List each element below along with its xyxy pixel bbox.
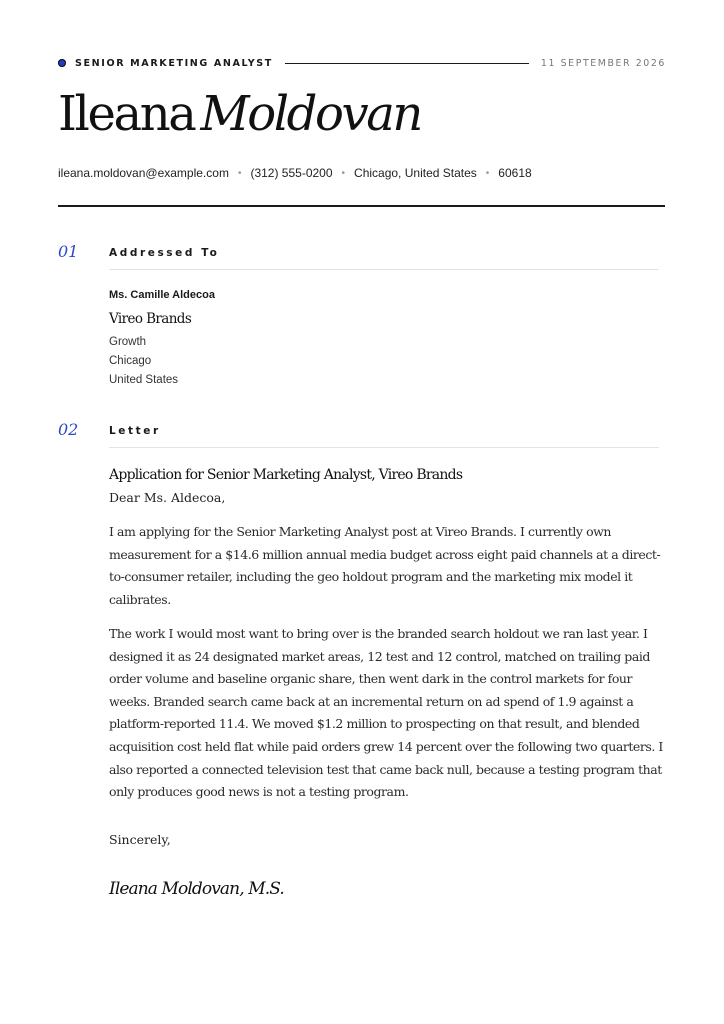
signature: Ileana Moldovan, M.S. bbox=[109, 879, 284, 899]
section-title-addressed: Addressed To bbox=[109, 247, 220, 259]
recipient-city: Chicago bbox=[109, 355, 152, 367]
section-title-letter: Letter bbox=[109, 425, 161, 437]
bullet-dot-icon bbox=[58, 59, 66, 67]
separator-dot: • bbox=[341, 167, 346, 179]
recipient-country: United States bbox=[109, 374, 179, 386]
letter-subject: Application for Senior Marketing Analyst, Vireo Brands bbox=[109, 467, 463, 483]
header-divider bbox=[285, 63, 529, 64]
separator-dot: • bbox=[237, 167, 242, 179]
section-divider-addressed bbox=[109, 269, 659, 270]
job-title: SENIOR MARKETING ANALYST bbox=[75, 57, 273, 69]
last-name: Moldovan bbox=[200, 86, 421, 142]
letter-paragraph: The work I would most want to bring over is the branded search holdout we ran last year. I designed it as 24 designated market areas, 12 test and 12 control, matched on trailing paid order volume and baseline organic share, then went dark in the control markets for four weeks. Branded search came back at an incremental return on ad spend of 1.9 against a platform-reported 11.4. We moved $1.2 million to prospecting on that result, and blended acquisition cost held flat while paid orders grew 14 percent over the following two quarters. I also reported a connected television test that came back null, because a testing program that only produces good news is not a testing program. bbox=[109, 626, 663, 800]
recipient-company: Vireo Brands bbox=[109, 311, 192, 327]
recipient-name: Ms. Camille Aldecoa bbox=[109, 289, 215, 301]
recipient-department: Growth bbox=[109, 336, 147, 348]
applicant-name bbox=[58, 84, 421, 144]
letter-salutation: Dear Ms. Aldecoa, bbox=[109, 490, 226, 505]
section-number-letter: 02 bbox=[58, 420, 79, 439]
contact-location: Chicago, United States bbox=[354, 166, 477, 180]
first-name: Ileana bbox=[58, 86, 195, 142]
section-number-addressed: 01 bbox=[58, 242, 79, 261]
contact-email[interactable]: ileana.moldovan@example.com bbox=[58, 166, 229, 180]
letter-paragraph: I am applying for the Senior Marketing Analyst post at Vireo Brands. I currently own measurement for a $14.6 million annual media budget across eight paid channels at a direct-to-consumer retailer, including the geo holdout program and the marketing mix model it calibrates. bbox=[109, 524, 661, 607]
separator-dot: • bbox=[485, 167, 490, 179]
letter-closing: Sincerely, bbox=[109, 832, 171, 847]
header-topline bbox=[58, 56, 666, 70]
contact-phone[interactable]: (312) 555-0200 bbox=[250, 166, 333, 180]
contact-line bbox=[58, 166, 532, 180]
letter-date: 11 SEPTEMBER 2026 bbox=[540, 57, 666, 69]
contact-zip: 60618 bbox=[498, 166, 532, 180]
header-bottom-rule bbox=[58, 205, 665, 207]
section-divider-letter bbox=[109, 447, 659, 448]
